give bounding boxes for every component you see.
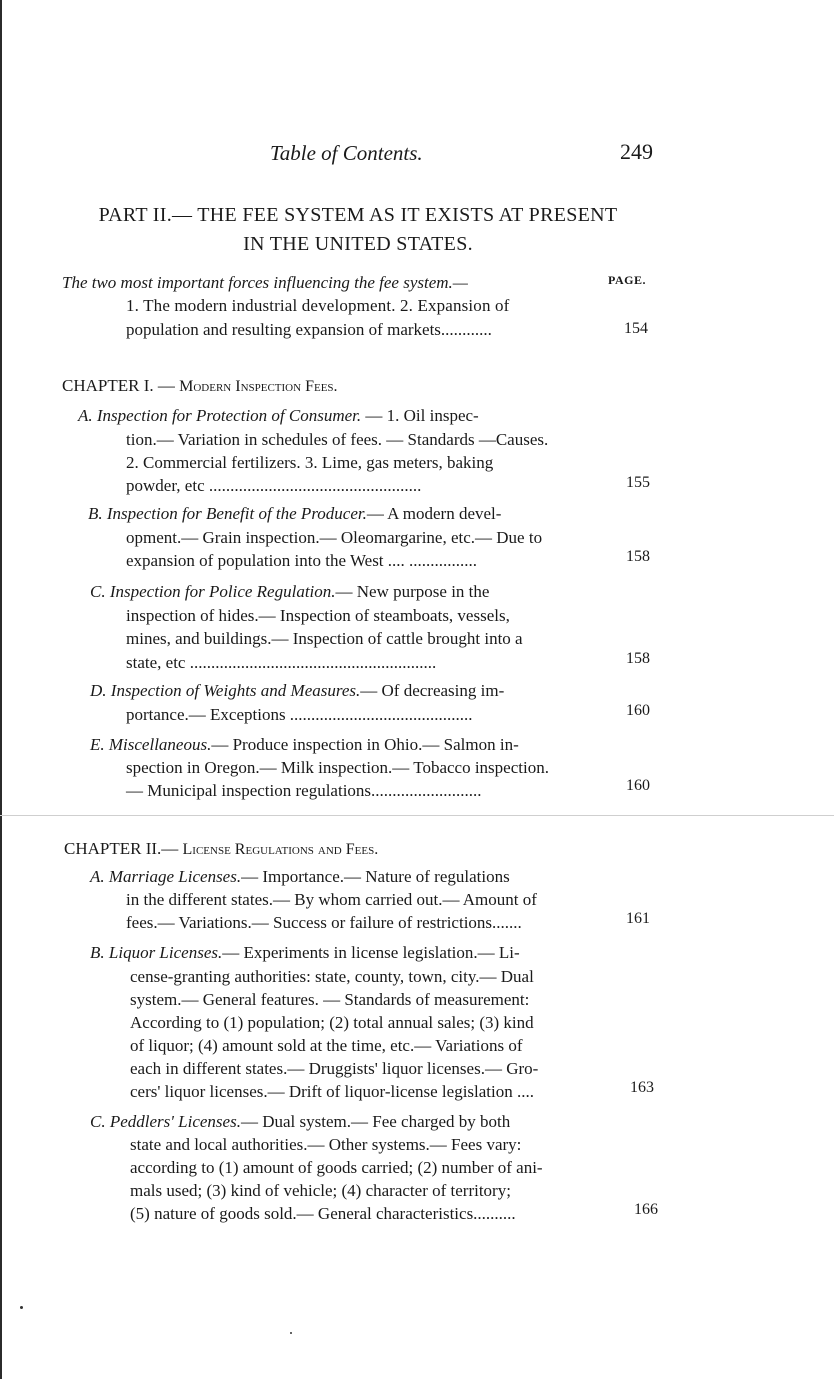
running-title: Table of Contents. [270, 141, 423, 165]
ch2-entry-c-page: 166 [634, 1201, 658, 1218]
entry-title: Peddlers' Licenses. [109, 1112, 241, 1131]
part-title-line-2: IN THE UNITED STATES. [243, 233, 473, 255]
entry-title: Liquor Licenses. [108, 943, 223, 962]
intro-page: 154 [624, 320, 648, 337]
ch1-entry-d-page: 160 [626, 702, 650, 719]
ch2-entry-a-line-1 [90, 866, 510, 888]
scan-speck [290, 1332, 292, 1334]
ch1-entry-b-page: 158 [626, 548, 650, 565]
scan-speck [20, 1306, 23, 1309]
entry-label: B. [88, 504, 103, 523]
entry-text: — 1. Oil inspec- [361, 406, 479, 425]
ch2-entry-b-page: 163 [630, 1079, 654, 1096]
ch2-entry-a-line-2: in the different states.— By whom carried out.— Amount of [126, 890, 537, 909]
ch2-entry-b-line-1 [90, 942, 520, 964]
intro-line-3: population and resulting expansion of markets............ [126, 320, 492, 339]
entry-label: A. [90, 867, 105, 886]
scan-seam [0, 815, 834, 816]
page-number: 249 [620, 139, 653, 164]
chapter-1-heading [62, 376, 338, 396]
ch1-entry-e-line-3: — Municipal inspection regulations.......................... [126, 781, 482, 800]
chapter-2-title: License Regulations and Fees. [182, 841, 379, 858]
entry-label: A. [78, 406, 93, 425]
ch1-entry-d-line-2: portance.— Exceptions ........................................... [126, 705, 473, 724]
entry-text: — A modern devel- [366, 504, 502, 523]
part-title-line-1: PART II.— THE FEE SYSTEM AS IT EXISTS AT PRESENT [98, 204, 618, 226]
ch1-entry-a-page: 155 [626, 474, 650, 491]
ch1-entry-b-line-3: expansion of population into the West .... ................ [126, 551, 478, 570]
ch1-entry-c-line-4: state, etc .......................................................... [126, 653, 437, 672]
ch1-entry-c-line-3: mines, and buildings.— Inspection of cattle brought into a [126, 629, 523, 648]
ch1-entry-a-line-1 [78, 405, 479, 427]
entry-label: E. [90, 735, 105, 754]
ch1-entry-a-line-2: tion.— Variation in schedules of fees. — Standards —Causes. [126, 430, 549, 449]
ch2-entry-c-line-5: (5) nature of goods sold.— General characteristics.......... [130, 1204, 516, 1223]
entry-text: — New purpose in the [335, 582, 490, 601]
chapter-1-number: CHAPTER I. — [62, 376, 180, 395]
ch2-entry-b-line-3: system.— General features. — Standards of measurement: [130, 990, 530, 1009]
ch2-entry-a-line-3: fees.— Variations.— Success or failure of restrictions....... [126, 913, 522, 932]
entry-title: Inspection of Weights and Measures. [110, 681, 361, 700]
ch2-entry-c-line-3: according to (1) amount of goods carried; (2) number of ani- [130, 1158, 543, 1177]
ch2-entry-c-line-4: mals used; (3) kind of vehicle; (4) character of territory; [130, 1181, 511, 1200]
ch1-entry-c-line-2: inspection of hides.— Inspection of steamboats, vessels, [126, 606, 510, 625]
entry-title: Marriage Licenses. [108, 867, 242, 886]
part-title [60, 201, 656, 259]
chapter-2-heading [64, 839, 378, 859]
ch1-entry-c-line-1 [90, 581, 489, 603]
ch1-entry-c-page: 158 [626, 650, 650, 667]
page-edge [0, 0, 2, 1379]
intro-line-2: 1. The modern industrial development. 2. Expansion of [126, 296, 510, 315]
entry-label: C. [90, 1112, 106, 1131]
ch1-entry-d-line-1 [90, 680, 504, 702]
ch1-entry-e-line-2: spection in Oregon.— Milk inspection.— Tobacco inspection. [126, 758, 549, 777]
entry-title: Miscellaneous. [108, 735, 212, 754]
ch2-entry-a-page: 161 [626, 910, 650, 927]
entry-text: — Produce inspection in Ohio.— Salmon in- [211, 735, 519, 754]
entry-label: C. [90, 582, 106, 601]
ch2-entry-b-line-2: cense-granting authorities: state, county, town, city.— Dual [130, 967, 534, 986]
entry-title: Inspection for Protection of Consumer. [96, 406, 362, 425]
entry-text: — Experiments in license legislation.— Li- [222, 943, 520, 962]
entry-label: B. [90, 943, 105, 962]
entry-title: Inspection for Benefit of the Producer. [106, 504, 367, 523]
entry-text: — Importance.— Nature of regulations [241, 867, 510, 886]
page-column-label: PAGE. [608, 273, 646, 287]
ch1-entry-a-line-4: powder, etc .................................................. [126, 476, 422, 495]
chapter-1-title: Modern Inspection Fees. [179, 378, 338, 395]
entry-text: — Of decreasing im- [360, 681, 505, 700]
chapter-2-number: CHAPTER II.— [64, 839, 183, 858]
ch1-entry-b-line-1 [88, 503, 501, 525]
ch1-entry-e-line-1 [90, 734, 519, 756]
ch1-entry-a-line-3: 2. Commercial fertilizers. 3. Lime, gas meters, baking [126, 453, 494, 472]
ch2-entry-b-line-5: of liquor; (4) amount sold at the time, etc.— Variations of [130, 1036, 523, 1055]
entry-text: — Dual system.— Fee charged by both [240, 1112, 511, 1131]
intro-line-1: The two most important forces influencing the fee system.— [62, 273, 468, 292]
entry-title: Inspection for Police Regulation. [109, 582, 336, 601]
ch1-entry-b-line-2: opment.— Grain inspection.— Oleomargarine, etc.— Due to [126, 528, 543, 547]
ch2-entry-b-line-6: each in different states.— Druggists' liquor licenses.— Gro- [130, 1059, 539, 1078]
entry-label: D. [90, 681, 107, 700]
ch2-entry-c-line-1 [90, 1111, 510, 1133]
ch2-entry-b-line-7: cers' liquor licenses.— Drift of liquor-license legislation .... [130, 1082, 535, 1101]
ch2-entry-c-line-2: state and local authorities.— Other systems.— Fees vary: [130, 1135, 522, 1154]
ch2-entry-b-line-4: According to (1) population; (2) total annual sales; (3) kind [130, 1013, 534, 1032]
ch1-entry-e-page: 160 [626, 777, 650, 794]
